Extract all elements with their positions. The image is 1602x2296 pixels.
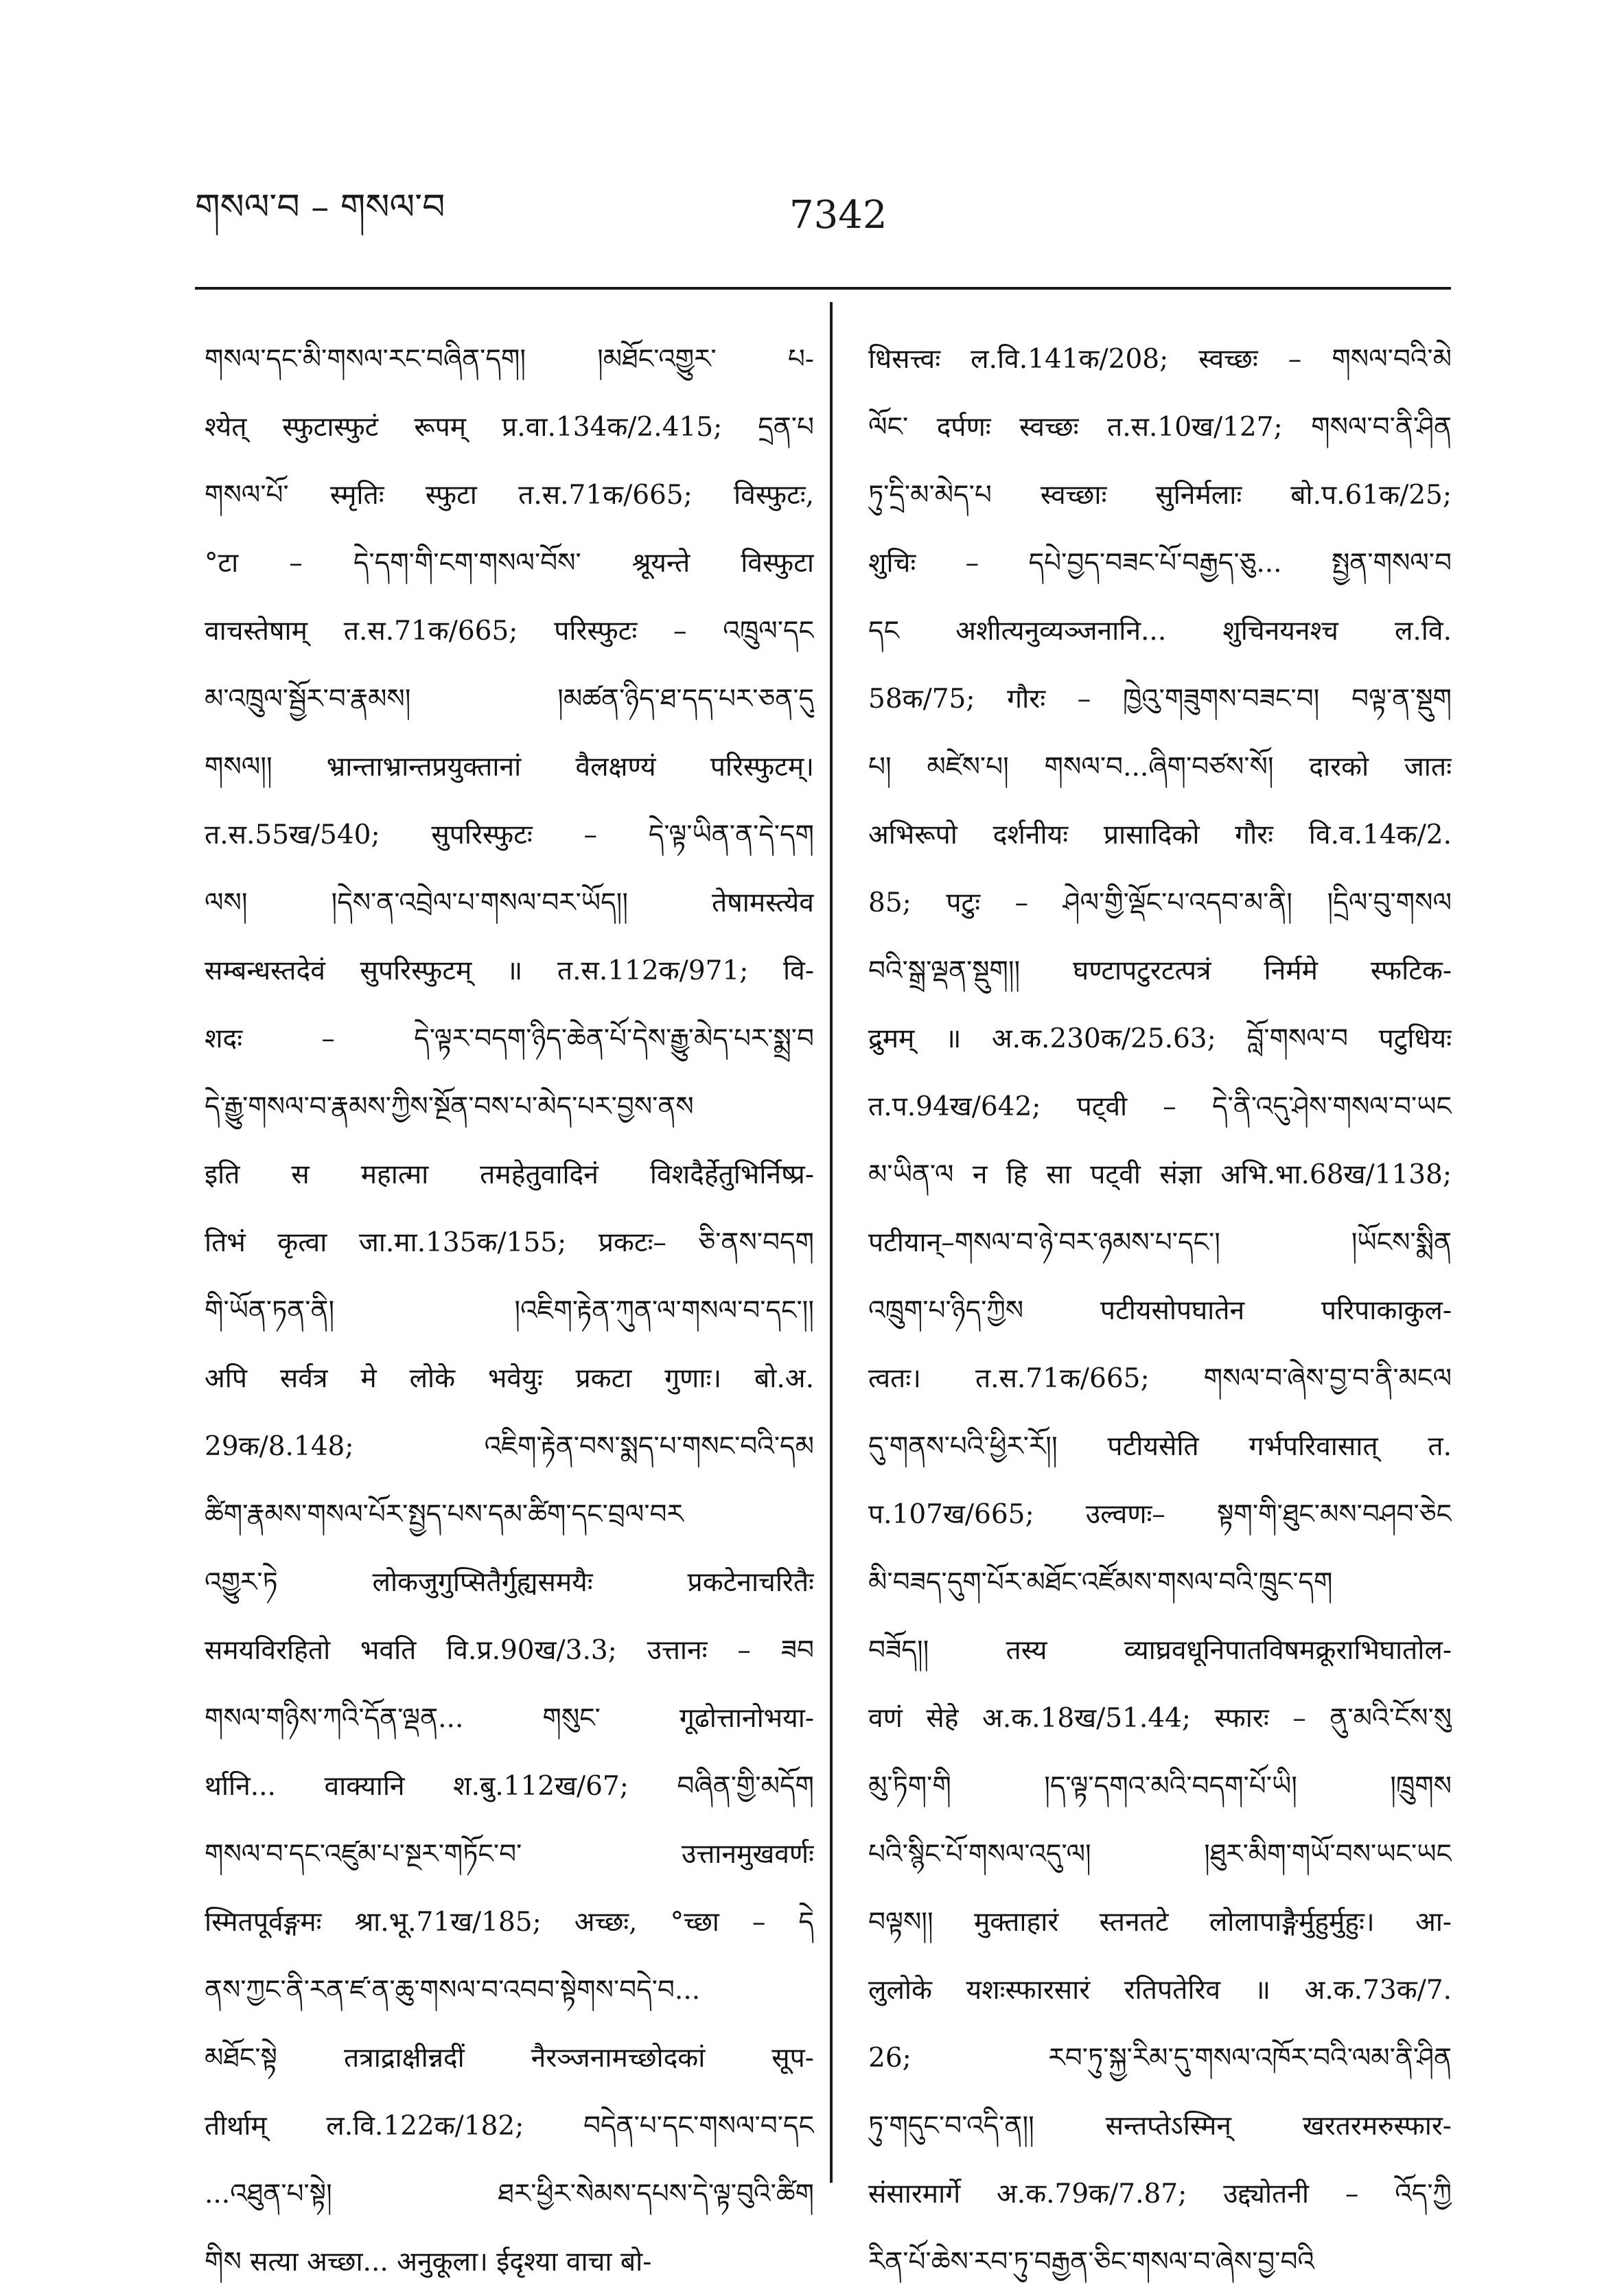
column-divider	[830, 302, 833, 2183]
text-line: བལྟས།། मुक्ताहारं स्तनतटे लोलापाङ्गैर्मुहुर्मुहुः। आ-	[868, 1907, 1452, 1938]
left-column	[205, 325, 814, 2296]
text-line: མུ་ཏིག་གི །ད་ལྟ་དགའ་མའི་བདག་པོ་ཡི། །ཁྲུགས	[868, 1771, 1452, 1802]
text-line: གསལ།། भ्रान्ताभ्रान्तप्रयुक्तानां वैलक्षण्यं परिस्फुटम्।	[205, 752, 814, 782]
header-rule	[195, 287, 1451, 290]
text-line: གསལ་པོ་ स्मृतिः स्फुटा त.स.71क/665; विस्फुटः,	[205, 480, 814, 511]
text-line: त.स.55ख/540; सुपरिस्फुटः – དེ་ལྟ་ཡིན་ན་དེ་དག	[205, 820, 814, 850]
text-line: འགྱུར་ཏེ लोकजुगुप्सितैर्गुह्यसमयैः प्रकटेनाचरितैः	[205, 1567, 814, 1598]
text-line: པའི་སྙིང་པོ་གསལ་འདུ་ལ། །ཐུར་མིག་གཡོ་བས་ཡང་ཡང	[868, 1839, 1452, 1870]
text-line: तीर्थाम् ल.वि.122क/182; བདེན་པ་དང་གསལ་བ་དང	[205, 2111, 814, 2142]
text-line: ཏུ་གདུང་བ་འདི་ན།། सन्तप्तेऽस्मिन् खरतरमरुस्फार-	[868, 2111, 1452, 2142]
text-line: संसारमार्गे अ.क.79क/7.87; उद्द्योतनी – འོད་ཀྱི	[868, 2179, 1452, 2210]
text-line: གསལ་གཉིས་ཀའི་དོན་ལྡན... གསུང་ गूढोत्तानोभया-	[205, 1703, 814, 1734]
text-line: धिसत्त्वः ल.वि.141क/208; स्वच्छः – གསལ་བའི་མེ	[868, 344, 1452, 375]
text-line: तिभं कृत्वा जा.मा.135क/155; प्रकटः– ཅི་ནས་བདག	[205, 1227, 814, 1258]
text-line: प.107ख/665; उल्वणः– སྟག་གི་ཐུང་མས་བཤབ་ཅེང	[868, 1499, 1452, 1530]
right-column	[868, 325, 1452, 2296]
text-line: 26; རབ་ཏུ་སྐྱ་རིམ་དུ་གསལ་འཁོར་བའི་ལམ་ནི་ཤིན	[868, 2043, 1452, 2074]
text-line: རིན་པོ་ཆེས་རབ་ཏུ་བརྒྱན་ཅིང་གསལ་བ་ཞེས་བྱ་བའི	[868, 2247, 1315, 2277]
text-line: དེ་རྒྱུ་གསལ་བ་རྣམས་ཀྱིས་སྔོན་བས་པ་མེད་པར་བྱས་ནས	[205, 1091, 694, 1122]
text-line: མ་འཁྲུལ་སྦྱོར་བ་རྣམས། །མཚན་ཉིད་ཐ་དད་པར་ཅན་དུ	[205, 684, 814, 715]
text-line: इति स महात्मा तमहेतुवादिनं विशदैर्हेतुभिर्निष्प्र-	[205, 1159, 814, 1190]
text-line: वाचस्तेषाम् त.स.71क/665; परिस्फुटः – འཁྲུལ་དང	[205, 616, 814, 647]
text-line: གིས सत्या अच्छा... अनुकूला। ईदृश्या वाचा बो-	[205, 2247, 652, 2277]
text-line: श्येत् स्फुटास्फुटं रूपम् प्र.वा.134क/2.415; དྲན་པ	[205, 412, 814, 443]
text-line: पटीयान्–གསལ་བ་ཉེ་བར་ཉམས་པ་དང་། །ཡོངས་སྨིན	[868, 1227, 1452, 1258]
text-line: वणं सेहे अ.क.18ख/51.44; स्फारः – ནུ་མའི་ངོས་སུ	[868, 1703, 1452, 1734]
page-number: 7342	[789, 193, 887, 237]
text-line: དང अशीत्यनुव्यञ्जनानि... शुचिनयनश्च ल.वि.	[868, 616, 1452, 647]
text-line: लुलोके यशःस्फारसारं रतिपतेरिव ॥ अ.क.73क/7.	[868, 1975, 1452, 2006]
text-line: स्मितपूर्वङ्गमः श्रा.भू.71ख/185; अच्छः, °च्छा – དེ	[205, 1907, 814, 1938]
text-line: त.प.94ख/642; पट्वी – དེ་ནི་འདུ་ཤེས་གསལ་བ་ཡང	[868, 1091, 1452, 1122]
text-line: བའི་སྒྲ་ལྡན་སྡུག།། घण्टापटुरटत्पत्रं निर्ममे स्फटिक-	[868, 955, 1452, 986]
text-line: ལོང་ दर्पणः स्वच्छः त.स.10ख/127; གསལ་བ་ནི་ཤིན	[868, 412, 1452, 443]
text-line: अभिरूपो दर्शनीयः प्रासादिको गौरः वि.व.14क/2.	[868, 820, 1452, 850]
text-line: ཏུ་དྲི་མ་མེད་པ स्वच्छाः सुनिर्मलाः बो.प.61क/25;	[868, 480, 1452, 511]
text-line: ...འཐུན་པ་སྟེ། ཐར་ཕྱིར་སེམས་དཔས་དེ་ལྟ་བུའི་ཚིག	[205, 2179, 814, 2210]
text-line: 85; पटुः – ཤེལ་གྱི་ལྡོང་པ་འདབ་མ་ནི། །དྲིལ་བུ་གསལ	[868, 888, 1452, 918]
text-line: शदः – དེ་ལྟར་བདག་ཉིད་ཆེན་པོ་དེས་རྒྱུ་མེད་པར་སྨྲ་བ	[205, 1023, 814, 1054]
text-line: དུ་གནས་པའི་ཕྱིར་རོ།། पटीयसेति गर्भपरिवासात् त.	[868, 1431, 1452, 1462]
text-line: अपि सर्वत्र मे लोके भवेयुः प्रकटा गुणाः। बो.अ.	[205, 1363, 814, 1394]
text-line: 29क/8.148; འཇིག་རྟེན་བས་སྨད་པ་གསང་བའི་དམ	[205, 1431, 814, 1462]
text-line: མི་བཟད་དུག་པོར་མཐོང་འཛོམས་གསལ་བའི་ཁྲུང་དག	[868, 1567, 1333, 1598]
text-line: सम्बन्धस्तदेवं सुपरिस्फुटम् ॥ त.स.112क/971; वि-	[205, 955, 814, 986]
text-line: °टा – དེ་དག་གི་ངག་གསལ་བོས་ श्रूयन्ते विस्फुटा	[205, 548, 814, 579]
text-line: ནས་ཀྱང་ནི་རན་ཛ་ན་ཆུ་གསལ་བ་འབབ་སྟེགས་བདེ་བ...	[205, 1975, 701, 2006]
text-line: མ་ཡིན་ལ न हि सा पट्वी संज्ञा अभि.भा.68ख/1138;	[868, 1159, 1452, 1190]
text-line: གསལ་དང་མི་གསལ་རང་བཞིན་དག། །མཐོང་འགྱུར་ པ-	[205, 344, 814, 375]
text-line: 58क/75; गौरः – ཁྱེའུ་གཟུགས་བཟང་བ། བལྟ་ན་སྡུག	[868, 684, 1452, 715]
text-line: शुचिः – དཔེ་བྱད་བཟང་པོ་བརྒྱད་ཅུ... སྤྱན་གསལ་བ	[868, 548, 1452, 579]
text-line: གི་ཡོན་ཏན་ནི། །འཇིག་རྟེན་ཀུན་ལ་གསལ་བ་དང་།།	[205, 1295, 814, 1326]
text-line: གསལ་བ་དང་འཛུམ་པ་སྔར་གཏོང་བ་ उत्तानमुखवर्णः	[205, 1839, 814, 1870]
text-line: र्थानि... वाक्यानि श.बु.112ख/67; བཞིན་གྱི་མདོག	[205, 1771, 814, 1802]
text-line: ཚིག་རྣམས་གསལ་པོར་སྤྱད་པས་དམ་ཚིག་དང་བྲལ་བར	[205, 1499, 684, 1530]
text-line: མཐོང་སྟེ तत्राद्राक्षीन्नदीं नैरञ्जनामच्छोदकां सूप-	[205, 2043, 814, 2074]
text-line: བཟོད།། तस्य व्याघ्रवधूनिपातविषमक्रूराभिघातोल-	[868, 1635, 1452, 1666]
text-line: པ། མཛེས་པ། གསལ་བ...ཞིག་བཙས་སོ། दारको जातः	[868, 752, 1452, 782]
text-line: त्वतः। त.स.71क/665; གསལ་བ་ཞེས་བྱ་བ་ནི་མངལ	[868, 1363, 1452, 1394]
text-line: द्रुमम् ॥ अ.क.230क/25.63; བློ་གསལ་བ पटुधियः	[868, 1023, 1452, 1054]
text-line: ལས། །དེས་ན་འབྲེལ་པ་གསལ་བར་ཡོད།། तेषामस्त्येव	[205, 888, 814, 918]
text-line: འཁྲུག་པ་ཉིད་ཀྱིས पटीयसोपघातेन परिपाकाकुल-	[868, 1295, 1452, 1326]
running-head: གསལ་བ – གསལ་བ	[195, 187, 445, 228]
text-line: समयविरहितो भवति वि.प्र.90ख/3.3; उत्तानः – ཟབ	[205, 1635, 814, 1666]
